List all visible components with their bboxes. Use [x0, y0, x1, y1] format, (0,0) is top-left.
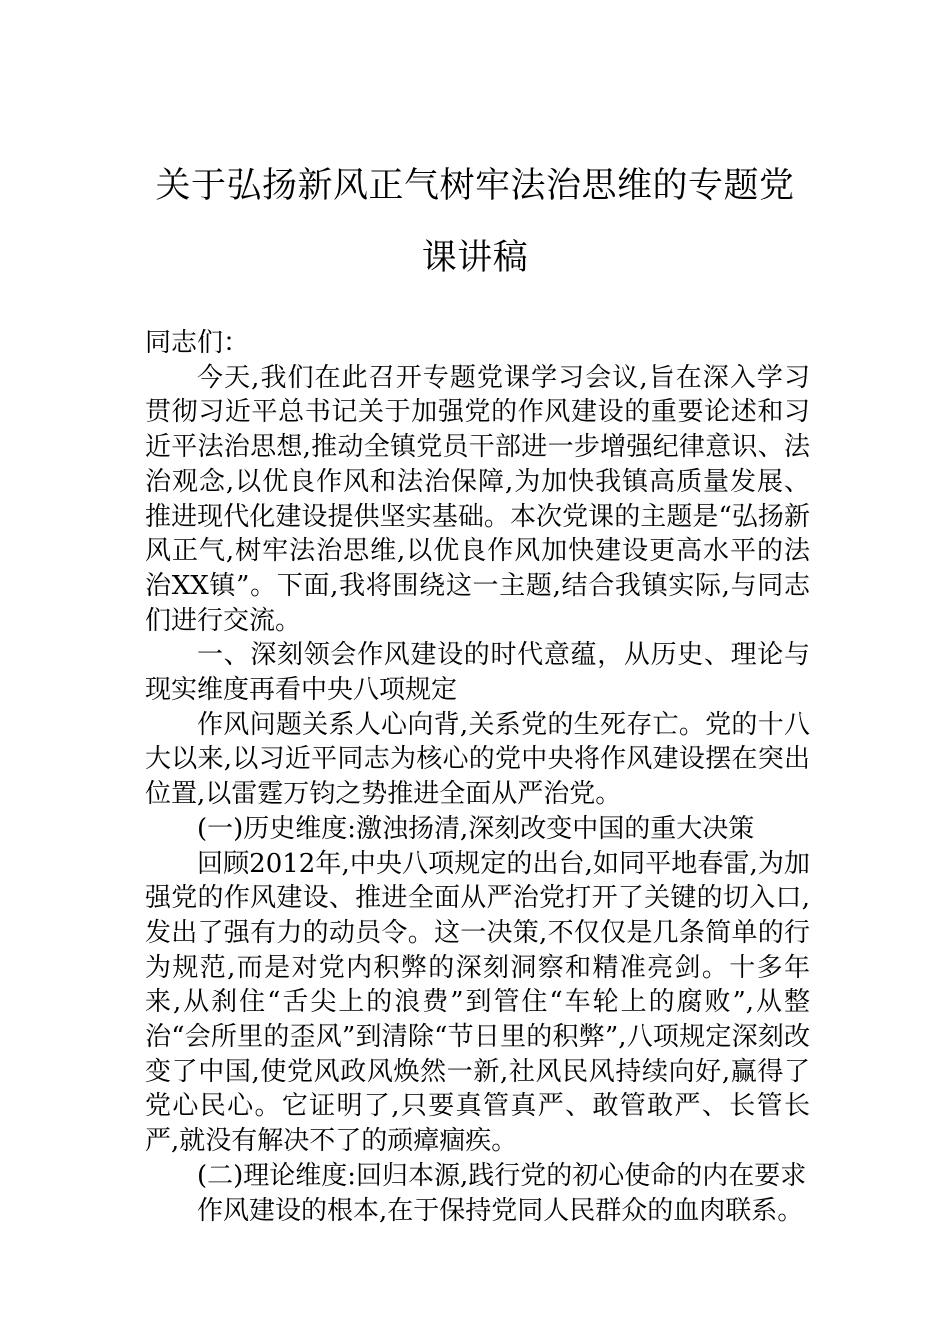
body-paragraph-3: 作风建设的根本,在于保持党同人民群众的血肉联系。 — [197, 1195, 804, 1226]
document-title-line-1: 关于弘扬新风正气树牢法治思维的专题党 — [155, 166, 795, 206]
salutation: 同志们： — [145, 328, 250, 358]
document-title-line-2: 课讲稿 — [421, 238, 529, 278]
body-paragraph-1: 作风问题关系人心向背,关系党的生死存亡。党的十八大以来,以习近平同志为核心的党中央将作风建设摆在突出位置,以雷霆万钧之势推进全面从严治党。 — [145, 709, 810, 810]
intro-paragraph: 今天,我们在此召开专题党课学习会议,旨在深入学习贯彻习近平总书记关于加强党的作风建设的重要论述和习近平法治思想,推动全镇党员干部进一步增强纪律意识、法治观念,以优良作风和法治保障,为加快我镇高质量发展、推进现代化建设提供坚实基础。本次党课的主题是“弘扬新风正气,树牢法治思维,以优良作风加快建设更高水平的法治XX镇”。下面,我将围绕这一主题,结合我镇实际,与同志们进行交流。 — [145, 362, 810, 636]
subsection-heading-1: (一)历史维度:激浊扬清,深刻改变中国的重大决策 — [197, 813, 755, 844]
document-body — [145, 326, 810, 1228]
body-paragraph-2: 回顾2012年,中央八项规定的出台,如同平地春雷,为加强党的作风建设、推进全面从严治党打开了关键的切入口,发出了强有力的动员令。这一决策,不仅仅是几条简单的行为规范,而是对党内积弊的深刻洞察和精准亮剑。十多年来,从刹住“舌尖上的浪费”到管住“车轮上的腐败”,从整治“会所里的歪风”到清除“节日里的积弊”,八项规定深刻改变了中国,使党风政风焕然一新,社风民风持续向好,赢得了党心民心。它证明了,只要真管真严、敢管敢严、长管长严,就没有解决不了的顽瘴痼疾。 — [145, 848, 810, 1157]
subsection-heading-2: (二)理论维度:回归本源,践行党的初心使命的内在要求 — [197, 1160, 807, 1191]
section-heading-1: 一、深刻领会作风建设的时代意蕴，从历史、理论与现实维度再看中央八项规定 — [145, 640, 810, 706]
